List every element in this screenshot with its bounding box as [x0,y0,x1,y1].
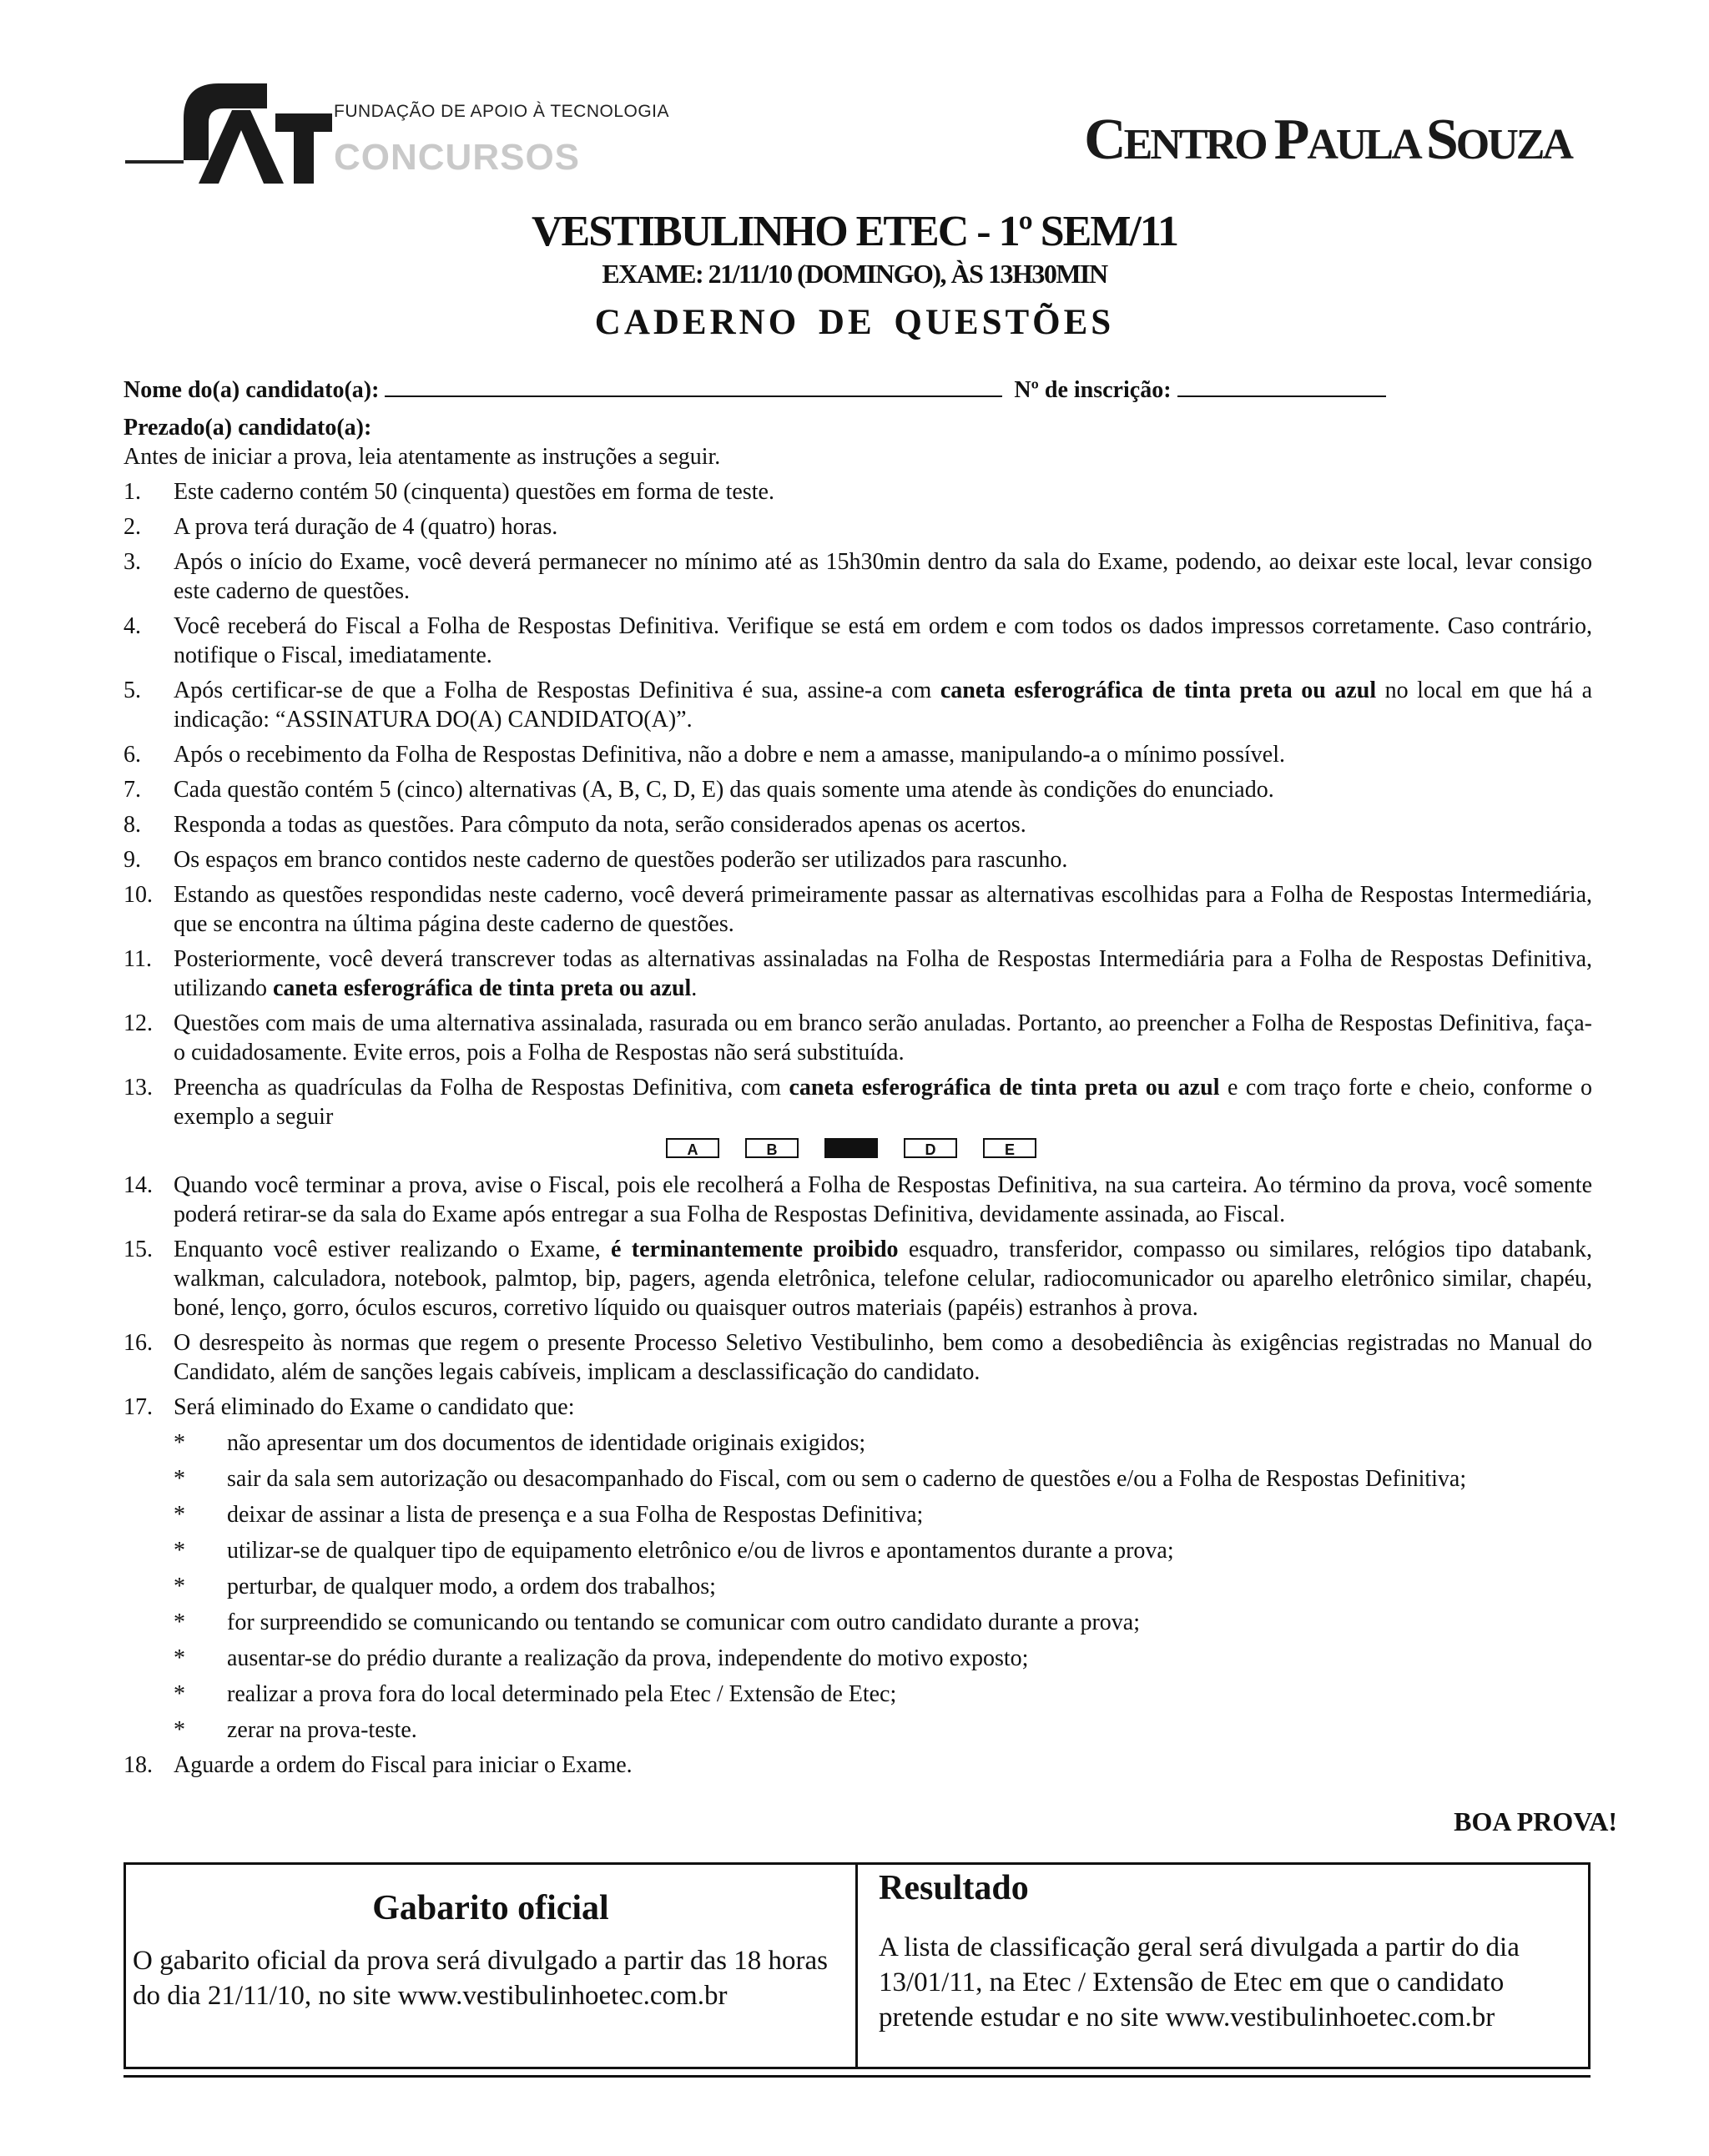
instruction-number: 6. [124,742,141,768]
asterisk-marker: * [174,1681,185,1707]
exam-subtitle: EXAME: 21/11/10 (DOMINGO), ÀS 13H30MIN [602,259,1107,289]
info-box [124,1862,1591,2069]
instruction-segment: Este caderno contém 50 (cinquenta) questões em forma de teste. [174,479,774,505]
instruction-text [174,1394,575,1420]
instruction-segment: Os espaços em branco contidos neste caderno de questões poderão ser utilizados para rascunho. [174,847,1068,873]
caderno-heading: CADERNO DE QUESTÕES [594,303,1115,342]
answer-example-box: A [666,1138,719,1158]
elimination-item [124,1536,1592,1565]
instruction-item [124,945,1592,1003]
instruction-text [174,847,1067,873]
name-label: Nome do(a) candidato(a): [124,377,380,403]
instruction-emphasis: caneta esferográfica de tinta preta ou azul [272,975,692,1001]
fat-logo-line1: FUNDAÇÃO DE APOIO À TECNOLOGIA [334,102,670,121]
instruction-number: 8. [124,812,141,838]
instruction-number: 10. [124,882,153,908]
asterisk-marker: * [174,1502,185,1528]
elimination-text: for surpreendido se comunicando ou tentando se comunicar com outro candidato durante a prova; [227,1609,1140,1635]
elimination-text: perturbar, de qualquer modo, a ordem dos trabalhos; [227,1574,716,1599]
instruction-number: 3. [124,549,141,575]
instruction-segment: Após certificar-se de que a Folha de Respostas Definitiva é sua, assine-a com [174,678,940,703]
instruction-number: 1. [124,479,141,505]
fat-logo-line2: CONCURSOS [334,137,581,178]
instruction-segment: esquadro, transferidor, compasso ou similares, relógios tipo databank, walkman, calculadora, notebook, palmtop, bip, pagers, agenda eletrônica, telefone celular, radiocomunicador ou aparelho eletrônico similar, chapéu, boné, lenço, gorro, óculos escuros, corretivo líquido ou quaisquer outros materiais (papéis) estranhos à prova. [174,1237,1592,1321]
inscricao-label: Nº de inscrição: [1014,377,1172,403]
instruction-number: 15. [124,1237,153,1262]
instruction-text [174,946,1592,1001]
answer-example [124,1131,1592,1165]
info-box-divider [855,1865,858,2067]
instruction-item [124,547,1592,606]
cps-logo-rest: OUZA [1455,121,1571,169]
cps-logo-initial: C [1084,108,1124,172]
instruction-item [124,880,1592,939]
answer-example-box: B [745,1138,799,1158]
instruction-number: 13. [124,1075,153,1101]
instruction-segment: Quando você terminar a prova, avise o Fiscal, pois ele recolherá a Folha de Respostas Definitiva, na sua carteira. Ao término da prova, você somente poderá retirar-se da sala do Exame após entregar a sua Folha de Respostas Definitiva, devidamente assinada, ao Fiscal. [174,1172,1592,1227]
answer-example-box: D [904,1138,957,1158]
instruction-item [124,740,1592,769]
instruction-item [124,1009,1592,1067]
asterisk-marker: * [174,1645,185,1671]
instruction-segment: Será eliminado do Exame o candidato que: [174,1394,575,1420]
instruction-segment: Posteriormente, você deverá transcrever todas as alternativas assinaladas na Folha de Respostas Intermediária para a Folha de Respostas Definitiva, utilizando [174,946,1592,1001]
bottom-rule [124,2075,1591,2078]
instruction-list [124,477,1592,1780]
instruction-segment: Cada questão contém 5 (cinco) alternativas (A, B, C, D, E) das quais somente uma atende às condições do enunciado. [174,777,1274,803]
asterisk-marker: * [174,1466,185,1492]
inscricao-blank[interactable] [1177,375,1386,397]
instruction-segment: Aguarde a ordem do Fiscal para iniciar o Exame. [174,1752,633,1778]
instruction-segment: Responda a todas as questões. Para cômputo da nota, serão considerados apenas os acertos. [174,812,1026,838]
asterisk-marker: * [174,1538,185,1564]
asterisk-marker: * [174,1430,185,1456]
elimination-text: utilizar-se de qualquer tipo de equipamento eletrônico e/ou de livros e apontamentos durante a prova; [227,1538,1174,1564]
instruction-segment: Enquanto você estiver realizando o Exame, [174,1237,612,1262]
elimination-text: zerar na prova-teste. [227,1717,417,1743]
resultado-title: Resultado [879,1869,1029,1907]
boa-prova: BOA PROVA! [1454,1806,1617,1836]
instruction-item [124,1171,1592,1229]
instruction-segment: O desrespeito às normas que regem o presente Processo Seletivo Vestibulinho, bem como a desobediência às exigências registradas no Manual do Candidato, além de sanções legais cabíveis, implicam a desclassificação do candidato. [174,1330,1592,1385]
elimination-text: realizar a prova fora do local determinado pela Etec / Extensão de Etec; [227,1681,897,1707]
instruction-text [174,1172,1592,1227]
instruction-text [174,479,774,505]
instruction-number: 4. [124,613,141,639]
instruction-segment: . [691,975,698,1001]
instruction-emphasis: é terminantemente proibido [611,1237,899,1262]
instruction-item [124,845,1592,874]
cps-logo-initial: P [1273,108,1308,172]
instruction-segment: no local em que há a indicação: “ASSINATURA DO(A) CANDIDATO(A)”. [174,678,1593,733]
instruction-text [174,514,557,540]
fat-logo-mark-icon [125,77,334,185]
instruction-text [174,549,1592,604]
instruction-item [124,1235,1592,1322]
asterisk-marker: * [174,1609,185,1635]
elimination-item [124,1428,1592,1458]
instruction-item [124,676,1592,734]
instruction-text [174,1237,1592,1321]
instruction-emphasis: caneta esferográfica de tinta preta ou azul [940,678,1377,703]
instruction-number: 11. [124,946,152,972]
instructions-section [124,375,1592,1780]
fat-logo [125,77,670,194]
instruction-segment: Após o recebimento da Folha de Respostas Definitiva, não a dobre e nem a amasse, manipulando-a o mínimo possível. [174,742,1286,768]
elimination-item [124,1680,1592,1709]
centro-paula-souza-logo [1084,107,1571,174]
instruction-segment: Você receberá do Fiscal a Folha de Respostas Definitiva. Verifique se está em ordem e com todos os dados impressos corretamente. Caso contrário, notifique o Fiscal, imediatamente. [174,613,1592,668]
instruction-text [174,1752,633,1778]
instruction-segment: Questões com mais de uma alternativa assinalada, rasurada ou em branco serão anuladas. Portanto, ao preencher a Folha de Respostas Definitiva, faça-o cuidadosamente. Evite erros, pois a Folha de Respostas não será substituída. [174,1010,1592,1065]
instruction-text [174,882,1592,937]
elimination-item [124,1644,1592,1673]
gabarito-text: O gabarito oficial da prova será divulgado a partir das 18 horas do dia 21/11/10, no site www.vestibulinhoetec.com.br [133,1946,828,2011]
instruction-text [174,777,1274,803]
instruction-number: 7. [124,777,141,803]
resultado-text: A lista de classificação geral será divulgada a partir do dia 13/01/11, na Etec / Extensão de Etec em que o candidato pretende estudar e no site www.vestibulinhoetec.com.br [879,1932,1520,2033]
instruction-text [174,613,1592,668]
elimination-item [124,1464,1592,1494]
instruction-text [174,1010,1592,1065]
instruction-number: 2. [124,514,141,540]
instruction-item [124,1393,1592,1422]
instruction-number: 17. [124,1394,153,1420]
instruction-text [174,1330,1592,1385]
name-blank[interactable] [385,375,1002,397]
instruction-segment: e com traço forte e cheio, conforme o exemplo a seguir [174,1075,1593,1130]
elimination-text: sair da sala sem autorização ou desacompanhado do Fiscal, com ou sem o caderno de questões e/ou a Folha de Respostas Definitiva; [227,1466,1467,1492]
elimination-text: não apresentar um dos documentos de identidade originais exigidos; [227,1430,866,1456]
candidate-fields [124,375,1592,405]
greeting: Prezado(a) candidato(a): [124,415,372,441]
intro-text: Antes de iniciar a prova, leia atentamente as instruções a seguir. [124,444,721,470]
elimination-item [124,1608,1592,1637]
instruction-item [124,1750,1592,1780]
instruction-segment: Após o início do Exame, você deverá permanecer no mínimo até as 15h30min dentro da sala do Exame, podendo, ao deixar este local, levar consigo este caderno de questões. [174,549,1592,604]
cps-logo-rest: ENTRO [1123,121,1274,169]
instruction-text [174,678,1592,733]
asterisk-marker: * [174,1717,185,1743]
instruction-number: 18. [124,1752,153,1778]
instruction-item [124,775,1592,804]
elimination-text: ausentar-se do prédio durante a realização da prova, independente do motivo exposto; [227,1645,1029,1671]
instruction-segment: Estando as questões respondidas neste caderno, você deverá primeiramente passar as alternativas escolhidas para a Folha de Respostas Intermediária, que se encontra na última página deste caderno de questões. [174,882,1592,937]
elimination-text: deixar de assinar a lista de presença e a sua Folha de Respostas Definitiva; [227,1502,924,1528]
instruction-item [124,512,1592,542]
instruction-emphasis: caneta esferográfica de tinta preta ou azul [789,1075,1220,1101]
instruction-segment: Preencha as quadrículas da Folha de Respostas Definitiva, com [174,1075,789,1101]
instruction-item [124,810,1592,839]
instruction-number: 16. [124,1330,153,1356]
answer-example-box [824,1138,878,1158]
elimination-item [124,1572,1592,1601]
gabarito-title: Gabarito oficial [372,1889,609,1927]
instruction-segment: A prova terá duração de 4 (quatro) horas. [174,514,558,540]
cps-logo-initial: S [1425,108,1456,172]
instruction-item [124,477,1592,506]
instruction-text [174,1075,1592,1130]
instruction-item [124,1073,1592,1131]
instruction-item [124,612,1592,670]
instruction-number: 5. [124,678,141,703]
instruction-number: 14. [124,1172,153,1198]
elimination-item [124,1500,1592,1529]
instruction-number: 12. [124,1010,153,1036]
elimination-item [124,1715,1592,1745]
instruction-number: 9. [124,847,141,873]
instruction-item [124,1328,1592,1387]
answer-example-box: E [983,1138,1036,1158]
instruction-text [174,812,1026,838]
cps-logo-rest: AULA [1307,121,1426,169]
exam-title: VESTIBULINHO ETEC - 1º SEM/11 [531,208,1178,255]
instruction-text [174,742,1285,768]
asterisk-marker: * [174,1574,185,1599]
